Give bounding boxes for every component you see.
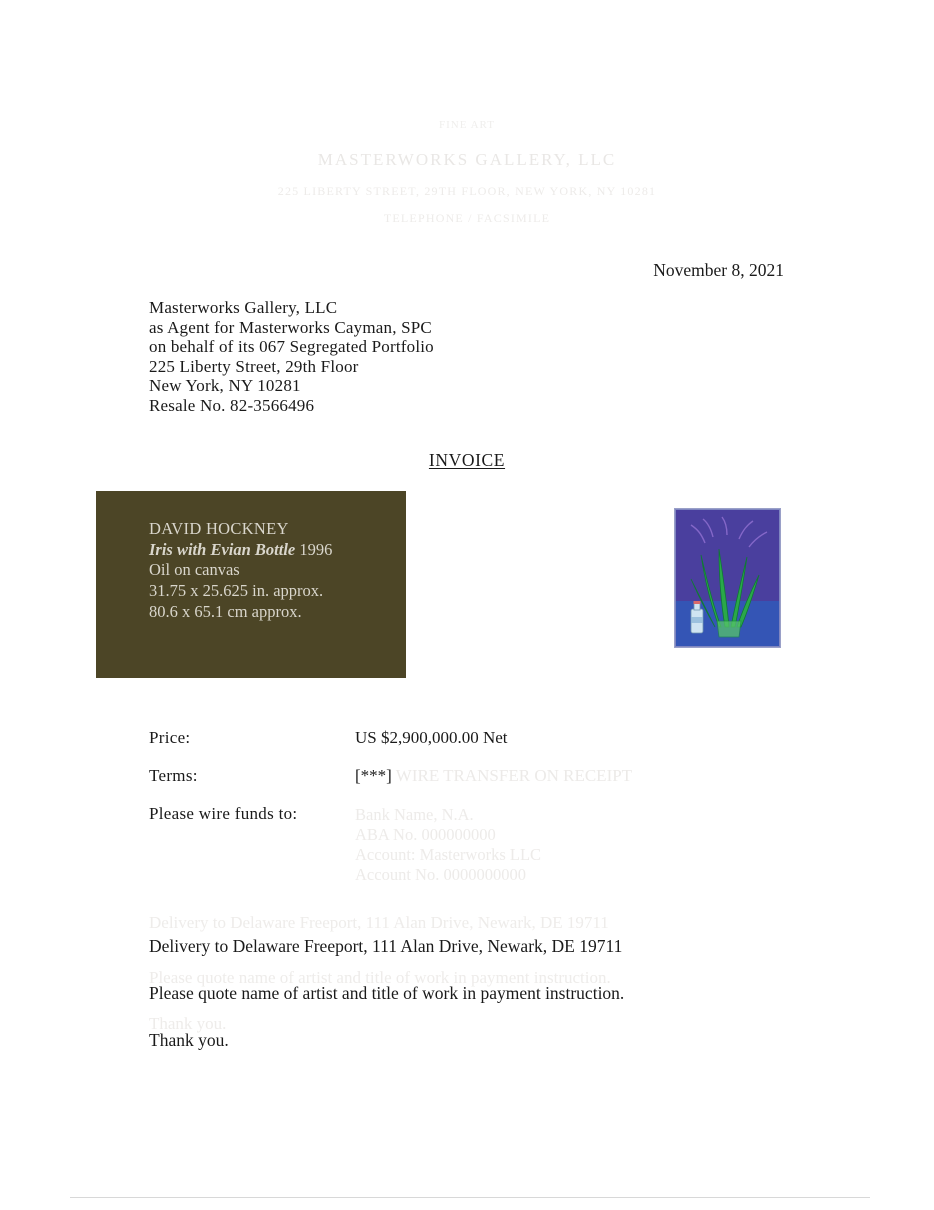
price-value: US $2,900,000.00 Net bbox=[355, 728, 508, 747]
terms-redaction-marker: [***] bbox=[355, 766, 392, 785]
letterhead-small: FINE ART bbox=[439, 119, 495, 131]
wire-label: Please wire funds to: bbox=[149, 804, 298, 823]
terms-redacted-text: WIRE TRANSFER ON RECEIPT bbox=[395, 766, 633, 785]
addressee-line-1: Masterworks Gallery, LLC bbox=[149, 298, 338, 317]
artwork-thumbnail bbox=[674, 508, 781, 648]
page-title-text: INVOICE bbox=[428, 450, 506, 470]
wire-line-4: Account No. 0000000000 bbox=[355, 865, 526, 884]
addressee-line-5: New York, NY 10281 bbox=[149, 376, 301, 396]
artwork-thumbnail-image bbox=[675, 509, 780, 647]
field-row-terms bbox=[149, 766, 789, 804]
page-title bbox=[0, 450, 934, 471]
wire-line-1: Bank Name, N.A. bbox=[355, 805, 474, 824]
addressee-line-6: Resale No. 82-3566496 bbox=[149, 395, 315, 415]
price-label: Price: bbox=[149, 728, 191, 747]
letterhead bbox=[0, 118, 934, 227]
letterhead-company: MASTERWORKS GALLERY, LLC bbox=[317, 149, 617, 169]
faint-thanks-line: Thank you. bbox=[149, 1014, 227, 1033]
addressee-line-2: as Agent for Masterworks Cayman, SPC bbox=[149, 317, 432, 337]
artwork-dimensions-cm: 80.6 x 65.1 cm approx. bbox=[149, 601, 302, 621]
document-date: November 8, 2021 bbox=[653, 260, 784, 280]
artwork-year: 1996 bbox=[299, 539, 333, 559]
artwork-dimensions-in: 31.75 x 25.625 in. approx. bbox=[149, 581, 324, 601]
wire-details-redacted bbox=[355, 805, 541, 885]
field-row-price bbox=[149, 728, 789, 766]
payment-instruction-line: Please quote name of artist and title of work in payment instruction. bbox=[149, 983, 625, 1003]
thank-you-line: Thank you. bbox=[149, 1030, 229, 1050]
letterhead-contact: TELEPHONE / FACSIMILE bbox=[383, 210, 551, 225]
delivery-line: Delivery to Delaware Freeport, 111 Alan Drive, Newark, DE 19711 bbox=[149, 936, 623, 956]
addressee-line-3: on behalf of its 067 Segregated Portfolio bbox=[149, 337, 434, 357]
artwork-title-line bbox=[149, 540, 332, 561]
faint-delivery-line: Delivery to Delaware Freeport, 111 Alan Drive, Newark, DE 19711 bbox=[149, 913, 609, 932]
artwork-medium: Oil on canvas bbox=[149, 560, 240, 580]
page-bottom-divider bbox=[70, 1197, 870, 1198]
artwork-title: Iris with Evian Bottle bbox=[149, 539, 296, 559]
letterhead-address: 225 LIBERTY STREET, 29TH FLOOR, NEW YORK, NY 10281 bbox=[277, 183, 657, 198]
terms-value bbox=[355, 766, 632, 786]
artwork-artist: DAVID HOCKNEY bbox=[149, 519, 289, 538]
addressee-line-4: 225 Liberty Street, 29th Floor bbox=[149, 356, 359, 376]
wire-line-2: ABA No. 000000000 bbox=[355, 825, 496, 844]
faint-quote-line: Please quote name of artist and title of work in payment instruction. bbox=[149, 968, 611, 987]
addressee-block bbox=[149, 298, 434, 416]
terms-label: Terms: bbox=[149, 766, 198, 785]
artwork-details bbox=[149, 519, 332, 623]
wire-line-3: Account: Masterworks LLC bbox=[355, 845, 542, 864]
